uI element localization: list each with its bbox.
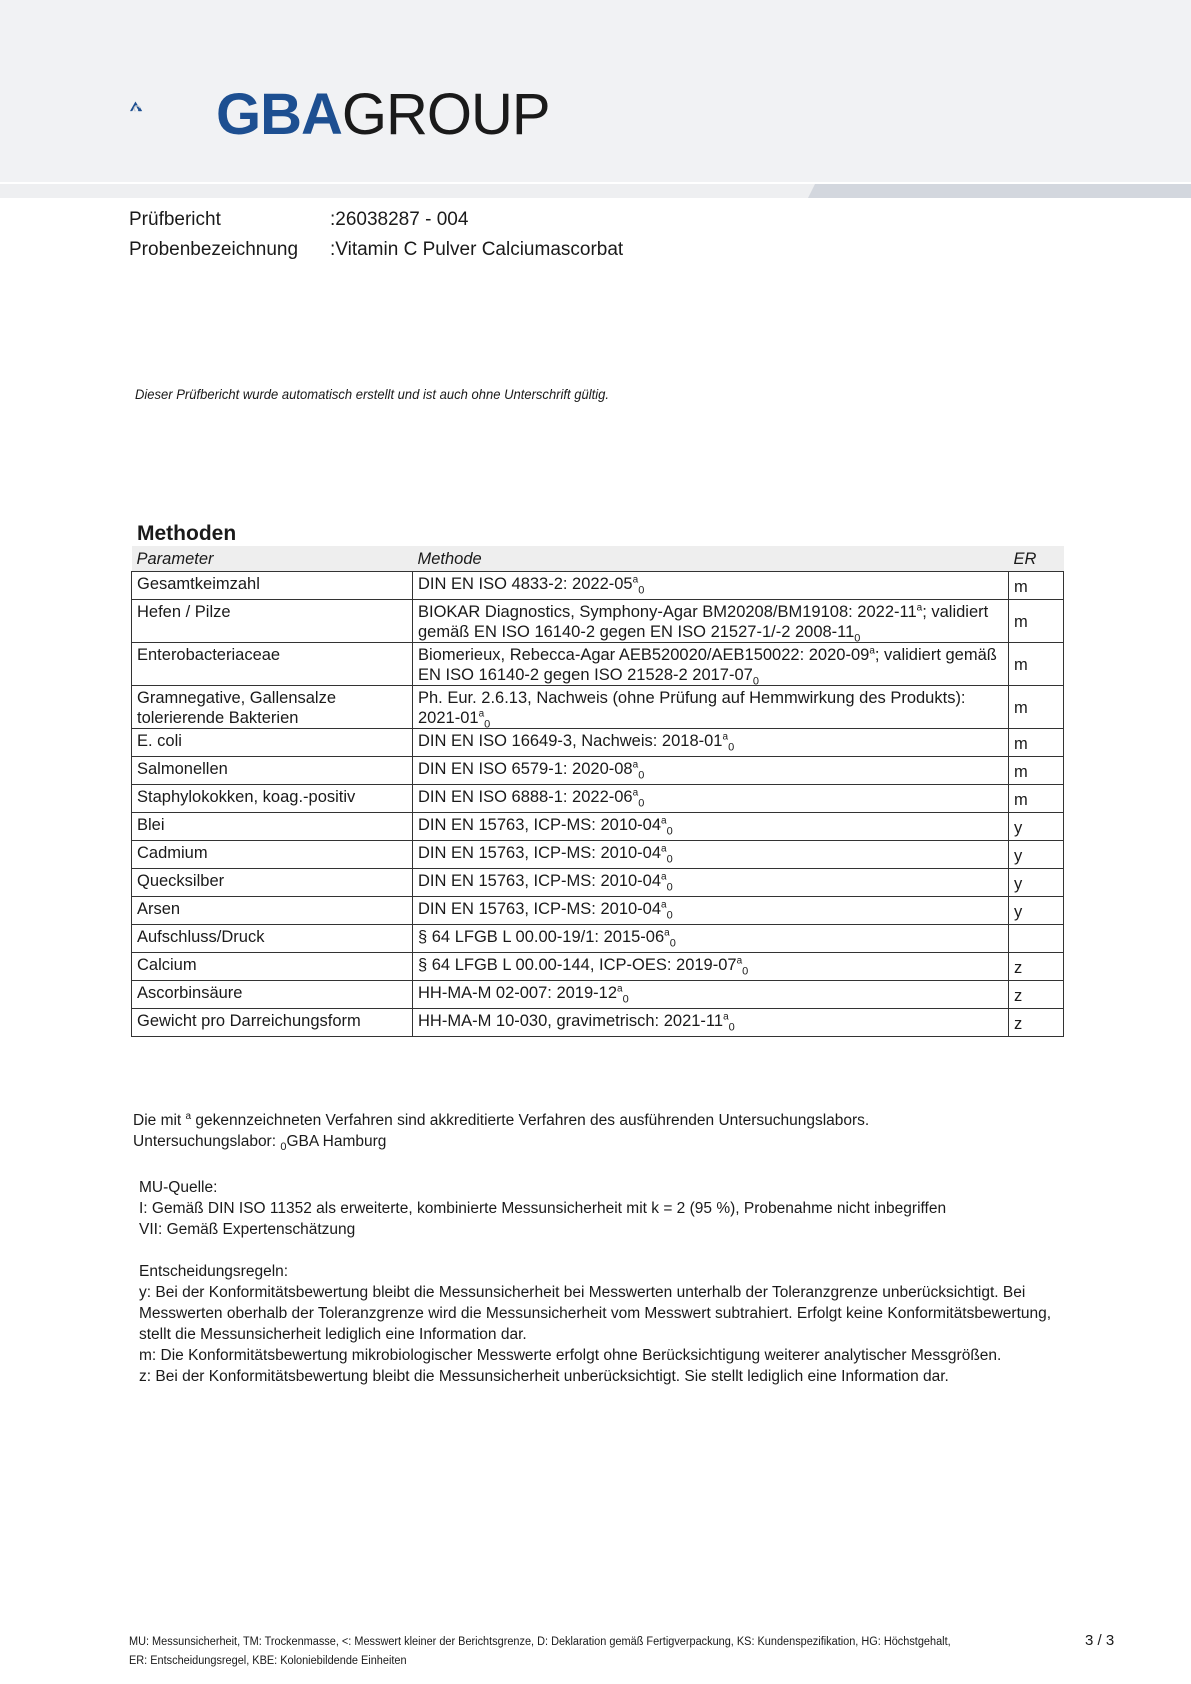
- method-cell: [413, 600, 1009, 643]
- accreditation-mark: a: [722, 731, 729, 743]
- method-cell: [413, 686, 1009, 729]
- methods-title: Methoden: [137, 522, 237, 545]
- accreditation-note: [133, 1110, 869, 1131]
- method-text-cont: ; validiert gemäß EN ISO 16140-2 gegen ISO 21528-2 2017-07: [418, 646, 997, 684]
- parameter-cell: E. coli: [132, 729, 413, 757]
- method-text: DIN EN ISO 16649-3, Nachweis: 2018-01: [418, 732, 723, 750]
- col-er: ER: [1009, 546, 1064, 572]
- parameter-cell: Salmonellen: [132, 757, 413, 785]
- lab-mark: 0: [638, 584, 645, 597]
- accreditation-post: gekennzeichneten Verfahren sind akkreditierte Verfahren des ausführenden Untersuchungslabors.: [191, 1112, 870, 1129]
- table-row: [132, 757, 1064, 785]
- logo-wordmark: [216, 80, 550, 150]
- lab-mark: 0: [666, 853, 673, 866]
- parameter-cell: Hefen / Pilze: [132, 600, 413, 643]
- table-row: [132, 981, 1064, 1009]
- parameter-cell: Arsen: [132, 897, 413, 925]
- methods-body: [132, 572, 1064, 1037]
- method-cell: [413, 643, 1009, 686]
- parameter-cell: Gramnegative, Gallensalze tolerierende Bakterien: [132, 686, 413, 729]
- lab-mark: 0: [638, 797, 645, 810]
- mu-source-line: I: Gemäß DIN ISO 11352 als erweiterte, kombinierte Messunsicherheit mit k = 2 (95 %), Probenahme nicht inbegriffen: [139, 1200, 947, 1217]
- footer-line-1: MU: Messunsicherheit, TM: Trockenmasse, <: Messwert kleiner der Berichtsgrenze, D: Deklaration gemäß Fertigverpackung, KS: Kundenspezifikation, HG: Höchstgehalt,: [129, 1636, 951, 1648]
- accreditation-mark: a: [661, 843, 667, 855]
- method-cell: [413, 757, 1009, 785]
- mu-source-title: MU-Quelle:: [139, 1179, 218, 1196]
- accreditation-sup: a: [185, 1110, 192, 1122]
- page-number: 3 / 3: [1085, 1632, 1115, 1649]
- method-text: § 64 LFGB L 00.00-19/1: 2015-06: [418, 928, 665, 946]
- table-row: [132, 785, 1064, 813]
- logo-gba: GBA: [216, 82, 342, 147]
- method-cell: [413, 897, 1009, 925]
- lab-name: GBA Hamburg: [286, 1133, 387, 1150]
- parameter-cell: Ascorbinsäure: [132, 981, 413, 1009]
- method-cell: [413, 953, 1009, 981]
- method-text: Ph. Eur. 2.6.13, Nachweis (ohne Prüfung auf Hemmwirkung des Produkts): 2021-01: [418, 689, 966, 727]
- accreditation-mark: a: [661, 815, 667, 827]
- accreditation-mark: a: [661, 899, 667, 911]
- er-cell: y: [1009, 869, 1064, 897]
- table-row: [132, 953, 1064, 981]
- report-number-value: :26038287 - 004: [330, 209, 469, 230]
- method-cell: [413, 841, 1009, 869]
- table-row: [132, 813, 1064, 841]
- auto-generated-note: Dieser Prüfbericht wurde automatisch erstellt und ist auch ohne Unterschrift gültig.: [135, 386, 610, 402]
- decision-rule-y: y: Bei der Konformitätsbewertung bleibt die Messunsicherheit bei Messwerten unterhalb der Toleranzgrenze unberücksichtigt. Bei Messwerten oberhalb der Toleranzgrenze wird die Messunsicherheit vom Messwert subtrahiert. Erfolgt keine Konformitätsbewertung, stellt die Messunsicherheit lediglich eine Information dar.: [139, 1284, 1052, 1343]
- col-method: Methode: [413, 546, 1009, 572]
- parameter-cell: Staphylokokken, koag.-positiv: [132, 785, 413, 813]
- er-cell: z: [1009, 1009, 1064, 1037]
- method-text: DIN EN 15763, ICP-MS: 2010-04: [418, 872, 662, 890]
- er-cell: [1009, 925, 1064, 953]
- method-cell: [413, 925, 1009, 953]
- table-row: [132, 1009, 1064, 1037]
- method-cell: [413, 785, 1009, 813]
- parameter-cell: Gewicht pro Darreichungsform: [132, 1009, 413, 1037]
- logo-group: GROUP: [341, 82, 550, 147]
- accreditation-mark: a: [661, 871, 667, 883]
- accreditation-mark: a: [632, 759, 639, 771]
- er-cell: m: [1009, 757, 1064, 785]
- er-cell: y: [1009, 841, 1064, 869]
- lab-mark: 0: [742, 965, 749, 978]
- method-cell: [413, 729, 1009, 757]
- lab-mark: 0: [728, 741, 735, 754]
- table-row: [132, 925, 1064, 953]
- lab-mark: 0: [622, 993, 629, 1006]
- table-row: [132, 729, 1064, 757]
- parameter-cell: Cadmium: [132, 841, 413, 869]
- accreditation-mark: a: [723, 1011, 729, 1023]
- method-text: DIN EN 15763, ICP-MS: 2010-04: [418, 844, 662, 862]
- decision-rule-m: m: Die Konformitätsbewertung mikrobiologischer Messwerte erfolgt ohne Berücksichtigung weiterer analytischer Messgrößen.: [139, 1347, 1002, 1364]
- accreditation-mark: a: [916, 602, 923, 614]
- table-row: [132, 572, 1064, 600]
- lab-mark: 0: [666, 881, 673, 894]
- method-cell: [413, 869, 1009, 897]
- table-row: [132, 869, 1064, 897]
- er-cell: m: [1009, 600, 1064, 643]
- accreditation-mark: a: [478, 708, 485, 720]
- er-cell: y: [1009, 897, 1064, 925]
- header-stripe: [0, 184, 1191, 198]
- sample-name-label: Probenbezeichnung: [129, 239, 299, 260]
- method-text: DIN EN 15763, ICP-MS: 2010-04: [418, 816, 662, 834]
- lab-mark: 0: [484, 718, 491, 731]
- lab-line: [133, 1131, 386, 1152]
- footer-line-2: ER: Entscheidungsregel, KBE: Koloniebildende Einheiten: [129, 1655, 407, 1667]
- table-row: [132, 600, 1064, 643]
- lab-mark: 0: [728, 1021, 735, 1034]
- er-cell: z: [1009, 981, 1064, 1009]
- parameter-cell: Blei: [132, 813, 413, 841]
- footer-abbreviations: [129, 1633, 951, 1671]
- accreditation-mark: a: [869, 645, 875, 657]
- method-text: DIN EN 15763, ICP-MS: 2010-04: [418, 900, 662, 918]
- accreditation-mark: a: [736, 955, 743, 967]
- method-text: DIN EN ISO 6579-1: 2020-08: [418, 760, 633, 778]
- accreditation-pre: Die mit: [133, 1112, 186, 1129]
- method-text-cont: ; validiert gemäß EN ISO 16140-2 gegen EN ISO 21527-1/-2 2008-11: [418, 603, 989, 641]
- lab-label: Untersuchungslabor:: [133, 1133, 281, 1150]
- table-row: [132, 897, 1064, 925]
- table-row: [132, 686, 1064, 729]
- mu-source-line: VII: Gemäß Expertenschätzung: [139, 1221, 356, 1238]
- er-cell: y: [1009, 813, 1064, 841]
- method-text: § 64 LFGB L 00.00-144, ICP-OES: 2019-07: [418, 956, 737, 974]
- parameter-cell: Aufschluss/Druck: [132, 925, 413, 953]
- mu-source-block: [139, 1177, 1079, 1240]
- decision-rule-z: z: Bei der Konformitätsbewertung bleibt die Messunsicherheit unberücksichtigt. Sie stellt lediglich eine Information dar.: [139, 1368, 949, 1385]
- method-text: HH-MA-M 02-007: 2019-12: [418, 984, 617, 1002]
- method-text: Biomerieux, Rebecca-Agar AEB520020/AEB150022: 2020-09: [418, 646, 870, 664]
- accreditation-mark: a: [632, 787, 639, 799]
- lab-mark: 0: [638, 769, 645, 782]
- lab-mark: 0: [669, 937, 676, 950]
- er-cell: m: [1009, 643, 1064, 686]
- col-parameter: Parameter: [132, 546, 413, 572]
- table-row: [132, 643, 1064, 686]
- lab-sub: 0: [280, 1141, 287, 1154]
- decision-rules-title: Entscheidungsregeln:: [139, 1263, 289, 1280]
- gba-logo-icon: [130, 72, 220, 142]
- er-cell: m: [1009, 686, 1064, 729]
- table-row: [132, 841, 1064, 869]
- methods-table: [131, 546, 1064, 1037]
- method-cell: [413, 813, 1009, 841]
- method-text: BIOKAR Diagnostics, Symphony-Agar BM20208/BM19108: 2022-11: [418, 603, 917, 621]
- decision-rules-block: [139, 1261, 1079, 1387]
- method-cell: [413, 1009, 1009, 1037]
- er-cell: z: [1009, 953, 1064, 981]
- methods-header-row: [132, 546, 1064, 572]
- accreditation-mark: a: [632, 574, 639, 586]
- method-text: HH-MA-M 10-030, gravimetrisch: 2021-11: [418, 1012, 724, 1030]
- lab-mark: 0: [752, 675, 759, 688]
- er-cell: m: [1009, 572, 1064, 600]
- accreditation-mark: a: [617, 983, 623, 995]
- lab-mark: 0: [666, 909, 673, 922]
- er-cell: m: [1009, 785, 1064, 813]
- lab-mark: 0: [854, 632, 861, 645]
- parameter-cell: Enterobacteriaceae: [132, 643, 413, 686]
- report-number-label: Prüfbericht: [129, 209, 221, 230]
- parameter-cell: Quecksilber: [132, 869, 413, 897]
- parameter-cell: Gesamtkeimzahl: [132, 572, 413, 600]
- parameter-cell: Calcium: [132, 953, 413, 981]
- method-text: DIN EN ISO 6888-1: 2022-06: [418, 788, 633, 806]
- sample-name-value: :Vitamin C Pulver Calciumascorbat: [330, 239, 624, 260]
- accreditation-mark: a: [664, 927, 670, 939]
- lab-mark: 0: [666, 825, 673, 838]
- method-cell: [413, 572, 1009, 600]
- er-cell: m: [1009, 729, 1064, 757]
- method-cell: [413, 981, 1009, 1009]
- method-text: DIN EN ISO 4833-2: 2022-05: [418, 575, 633, 593]
